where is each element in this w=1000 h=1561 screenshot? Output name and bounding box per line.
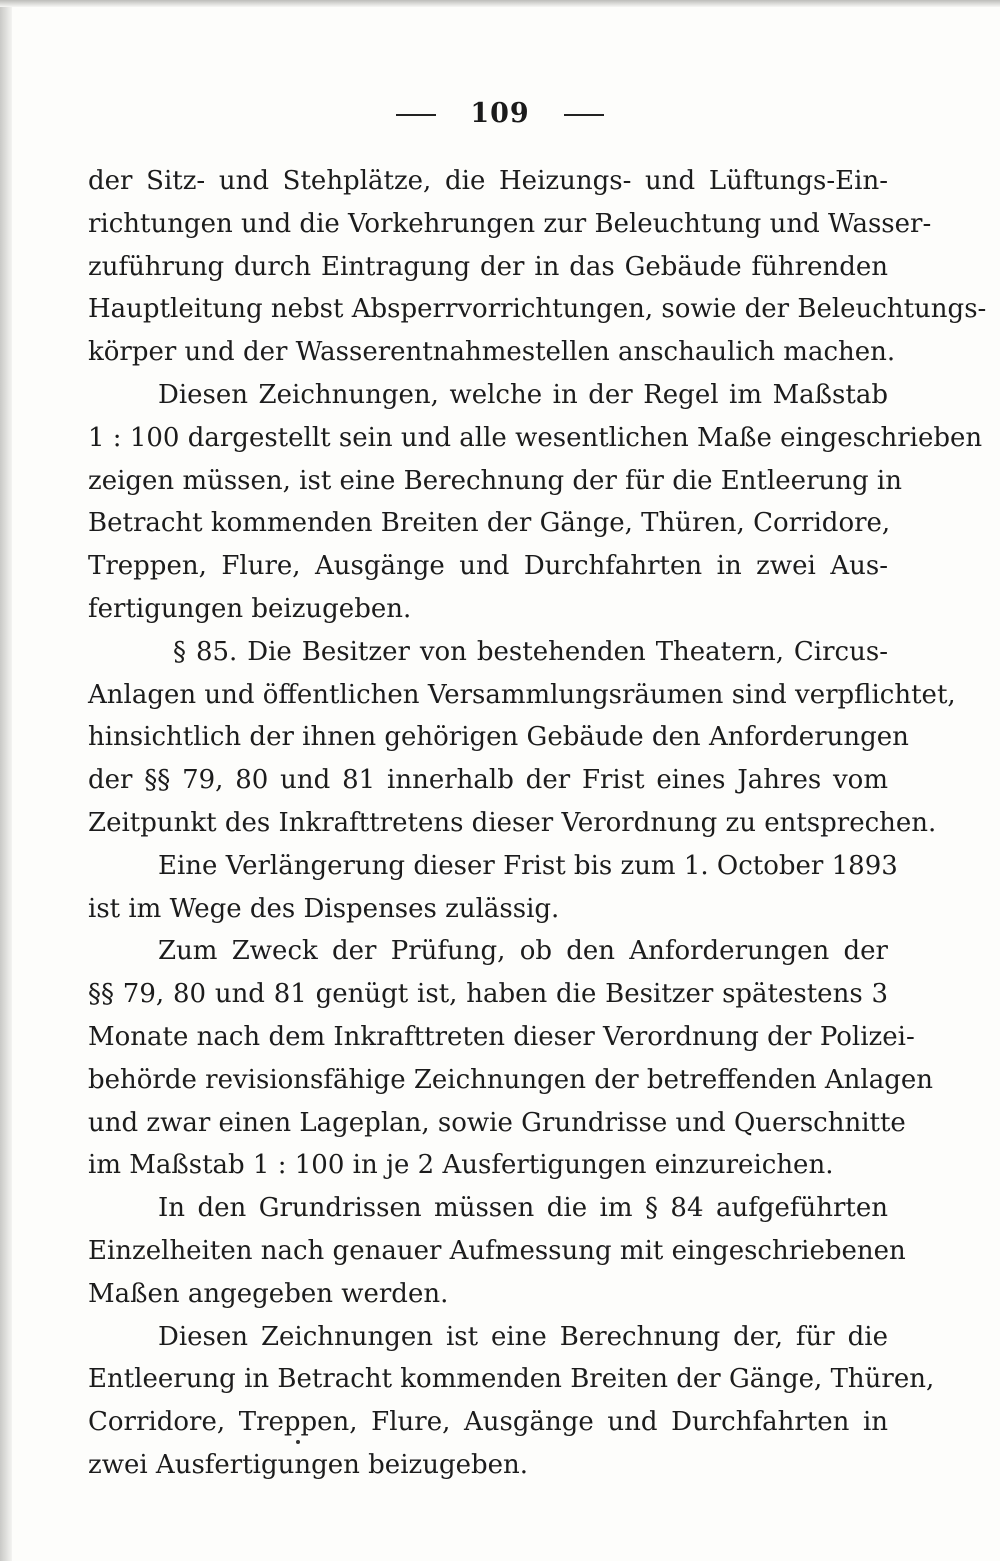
text-line: zuführung durch Eintragung der in das Gebäude führenden (88, 251, 888, 282)
header-left-dash (396, 114, 436, 116)
section-paragraph (88, 631, 956, 845)
text-line: ist im Wege des Dispenses zulässig. (88, 893, 560, 924)
text-line: Diesen Zeichnungen ist eine Berechnung der, für die (158, 1321, 888, 1352)
text-line: richtungen und die Vorkehrungen zur Beleuchtung und Wasser- (88, 208, 932, 239)
text-line: Hauptleitung nebst Absperrvorrichtungen, sowie der Beleuchtungs- (88, 294, 987, 325)
text-line: Maßen angegeben werden. (88, 1278, 449, 1309)
page-header (0, 98, 1000, 129)
text-line: hinsichtlich der ihnen gehörigen Gebäude den Anforderungen (88, 722, 909, 753)
paragraph (88, 160, 987, 374)
text-line: zeigen müssen, ist eine Berechnung der für die Entleerung in (88, 465, 902, 496)
text-line: im Maßstab 1 : 100 in je 2 Ausfertigungen einzureichen. (88, 1150, 834, 1181)
text-line: In den Grundrissen müssen die im § 84 aufgeführten (158, 1193, 888, 1224)
text-line: Zum Zweck der Prüfung, ob den Anforderungen der (158, 936, 888, 967)
text-line: 1 : 100 dargestellt sein und alle wesentlichen Maße eingeschrieben (88, 422, 983, 453)
text-line: Anlagen und öffentlichen Versammlungsräumen sind verpflichtet, (88, 679, 956, 710)
page-left-edge-shadow (0, 0, 12, 1561)
text-line: Zeitpunkt des Inkrafttretens dieser Verordnung zu entsprechen. (88, 807, 937, 838)
paragraph (88, 1187, 906, 1315)
text-line: Diesen Zeichnungen, welche in der Regel im Maßstab (158, 379, 888, 410)
text-line: fertigungen beizugeben. (88, 593, 412, 624)
body-text (88, 160, 987, 1487)
text-line: der §§ 79, 80 und 81 innerhalb der Frist eines Jahres vom (88, 765, 888, 796)
text-line: Entleerung in Betracht kommenden Breiten der Gänge, Thüren, (88, 1364, 935, 1395)
text-line: Betracht kommenden Breiten der Gänge, Thüren, Corridore, (88, 508, 891, 539)
text-line: Eine Verlängerung dieser Frist bis zum 1. October 1893 (158, 850, 898, 881)
paragraph (88, 1316, 935, 1487)
paragraph (88, 930, 933, 1187)
text-line: Monate nach dem Inkrafttreten dieser Verordnung der Polizei- (88, 1021, 915, 1052)
text-line: Corridore, Treppen, Flure, Ausgänge und Durchfahrten in (88, 1407, 888, 1438)
text-line: und zwar einen Lageplan, sowie Grundrisse und Querschnitte (88, 1107, 906, 1138)
text-line: der Sitz- und Stehplätze, die Heizungs- und Lüftungs-Ein- (88, 166, 888, 196)
text-line: zwei Ausfertigungen beizugeben. (88, 1449, 529, 1480)
paragraph (88, 845, 898, 931)
ink-speck (296, 1440, 300, 1444)
header-right-dash (564, 114, 604, 116)
text-line: Treppen, Flure, Ausgänge und Durchfahrten in zwei Aus- (88, 551, 888, 582)
text-line: körper und der Wasserentnahmestellen anschaulich machen. (88, 337, 896, 368)
text-line: §§ 79, 80 und 81 genügt ist, haben die Besitzer spätestens 3 (88, 979, 888, 1010)
text-line: Einzelheiten nach genauer Aufmessung mit eingeschriebenen (88, 1235, 906, 1266)
text-line: § 85. Die Besitzer von bestehenden Theatern, Circus- (173, 636, 888, 667)
paragraph (88, 374, 983, 631)
text-line: behörde revisionsfähige Zeichnungen der betreffenden Anlagen (88, 1064, 933, 1095)
page-number: 109 (470, 98, 530, 129)
page-top-edge-shadow (0, 0, 1000, 7)
